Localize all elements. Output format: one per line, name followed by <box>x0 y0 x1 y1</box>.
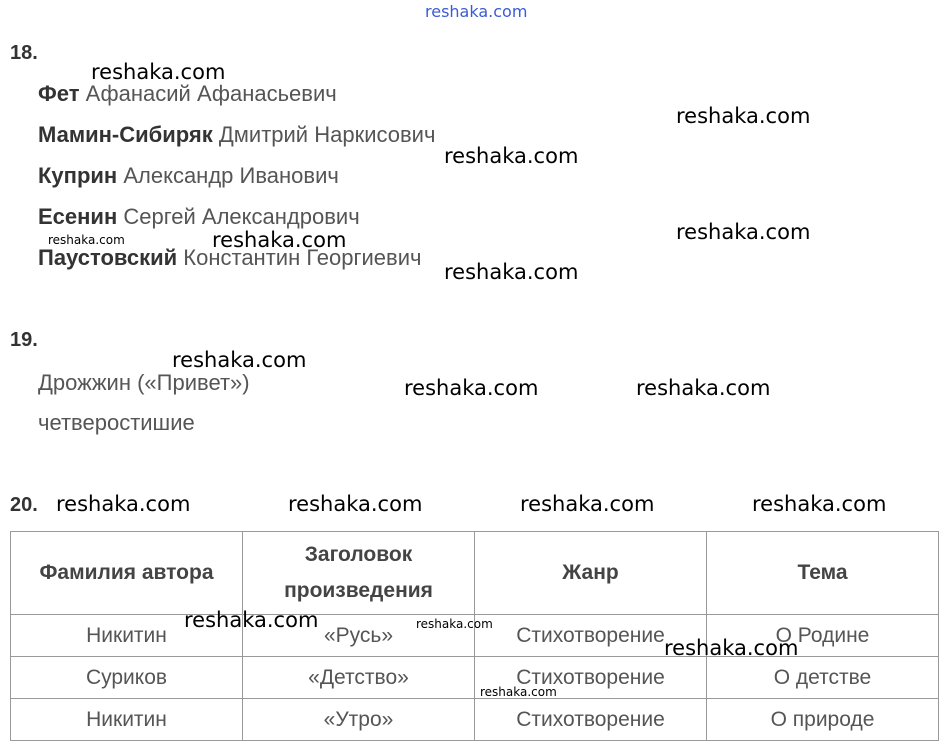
author-name: Константин Георгиевич <box>183 245 422 270</box>
author-line-4 <box>38 204 360 230</box>
works-table <box>10 531 939 741</box>
header-author: Фамилия автора <box>11 532 243 615</box>
author-line-2 <box>38 122 435 148</box>
cell-theme: О детстве <box>707 657 939 699</box>
question-20-number: 20. <box>10 494 38 516</box>
author-surname: Паустовский <box>38 245 178 270</box>
table-header-row <box>11 532 939 615</box>
cell-author: Никитин <box>11 615 243 657</box>
watermark: reshaka.com <box>444 144 579 168</box>
cell-theme: О природе <box>707 699 939 741</box>
cell-author: Суриков <box>11 657 243 699</box>
cell-genre: Стихотворение <box>475 657 707 699</box>
cell-genre: Стихотворение <box>475 699 707 741</box>
watermark-small: reshaka.com <box>416 617 493 631</box>
author-line-1 <box>38 81 337 107</box>
watermark: reshaka.com <box>676 220 811 244</box>
watermark: reshaka.com <box>404 376 539 400</box>
watermark: reshaka.com <box>212 228 347 252</box>
question-18-number: 18. <box>10 42 38 64</box>
author-name: Афанасий Афанасьевич <box>85 81 337 106</box>
q19-answer-line-2: четверостишие <box>38 410 195 435</box>
watermark: reshaka.com <box>520 492 655 516</box>
watermark-small: reshaka.com <box>48 233 125 247</box>
watermark: reshaka.com <box>664 636 799 660</box>
watermark: reshaka.com <box>676 104 811 128</box>
author-surname: Фет <box>38 81 80 106</box>
author-surname: Куприн <box>38 163 118 188</box>
watermark: reshaka.com <box>91 60 226 84</box>
header-genre: Жанр <box>475 532 707 615</box>
header-theme: Тема <box>707 532 939 615</box>
header-title: Заголовок произведения <box>243 532 475 615</box>
author-surname: Мамин-Сибиряк <box>38 122 213 147</box>
watermark-small: reshaka.com <box>480 685 557 699</box>
watermark: reshaka.com <box>636 376 771 400</box>
author-name: Дмитрий Наркисович <box>218 122 436 147</box>
watermark: reshaka.com <box>288 492 423 516</box>
author-line-3 <box>38 163 339 189</box>
watermark: reshaka.com <box>444 260 579 284</box>
author-surname: Есенин <box>38 204 118 229</box>
cell-title: «Русь» <box>243 615 475 657</box>
watermark: reshaka.com <box>56 492 191 516</box>
table-row <box>11 699 939 741</box>
watermark-top: reshaka.com <box>425 2 528 21</box>
question-19-number: 19. <box>10 329 38 351</box>
author-name: Сергей Александрович <box>123 204 360 229</box>
cell-theme: О Родине <box>707 615 939 657</box>
cell-author: Никитин <box>11 699 243 741</box>
cell-title: «Утро» <box>243 699 475 741</box>
q19-answer-line-1: Дрожжин («Привет») <box>38 370 250 395</box>
watermark: reshaka.com <box>752 492 887 516</box>
cell-genre: Стихотворение <box>475 615 707 657</box>
author-name: Александр Иванович <box>123 163 339 188</box>
cell-title: «Детство» <box>243 657 475 699</box>
watermark: reshaka.com <box>172 348 307 372</box>
table-row <box>11 657 939 699</box>
watermark: reshaka.com <box>184 608 319 632</box>
